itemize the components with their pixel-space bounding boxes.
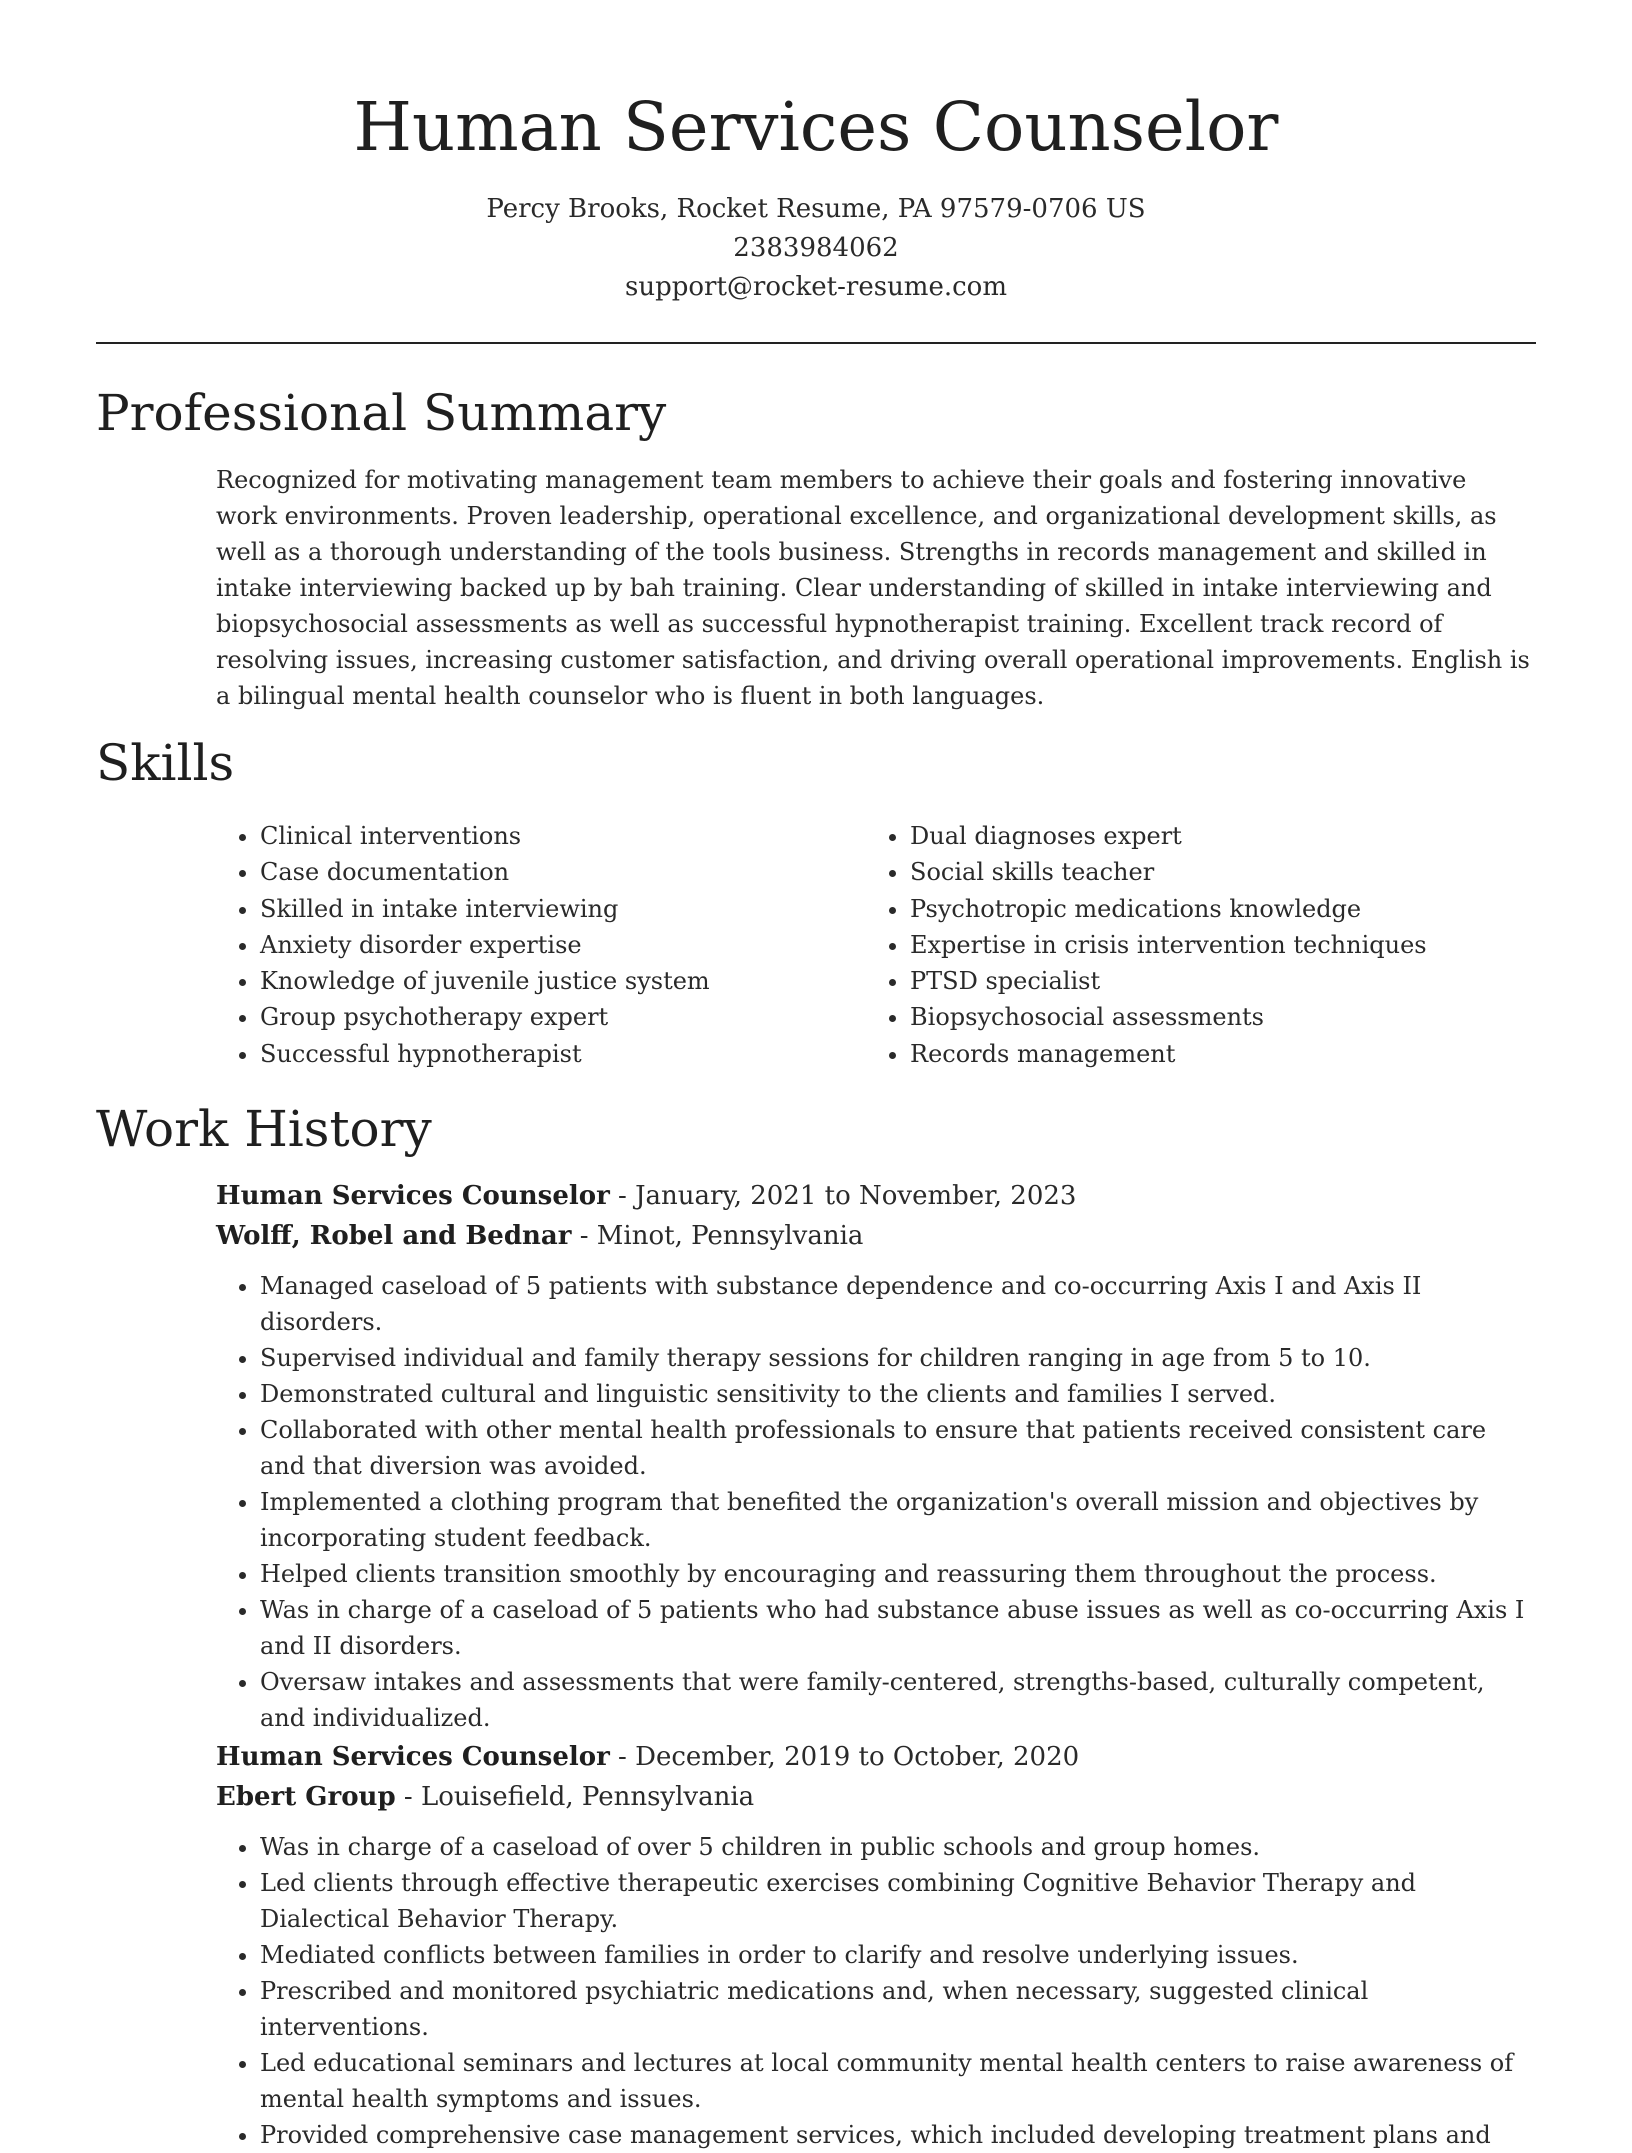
skill-item: • Group psychotherapy expert <box>260 999 866 1035</box>
job-company: Ebert Group <box>216 1782 396 1812</box>
job-bullet: • Was in charge of a caseload of over 5 children in public schools and group homes. <box>260 1829 1536 1865</box>
summary-text: Recognized for motivating management team members to achieve their goals and fostering innovative work environments. Proven leadership, operational excellence, and organizational development skills, as well as a thorough understanding of the tools business. Strengths in records management and skilled in intake interviewing backed up by bah training. Clear understanding of skilled in intake interviewing and biopsychosocial assessments as well as successful hypnotherapist training. Excellent track record of resolving issues, increasing customer satisfaction, and driving overall operational improvements. English is a bilingual mental health counselor who is fluent in both languages. <box>216 466 1530 710</box>
skill-item: • PTSD specialist <box>910 963 1516 999</box>
job-bullet: • Mediated conflicts between families in order to clarify and resolve underlying issues. <box>260 1937 1536 1973</box>
skills-list <box>216 818 1536 1072</box>
job-title-line <box>216 1737 1536 1777</box>
job-title-line <box>216 1176 1536 1216</box>
header-divider <box>96 342 1536 344</box>
skill-item: • Psychotropic medications knowledge <box>910 891 1516 927</box>
job-bullet: • Prescribed and monitored psychiatric medications and, when necessary, suggested clinical interventions. <box>260 1973 1536 2045</box>
job-title: Human Services Counselor <box>216 1181 610 1211</box>
contact-address: Percy Brooks, Rocket Resume, PA 97579-0706 US <box>486 194 1146 224</box>
job-location: - Louisefield, Pennsylvania <box>395 1782 755 1812</box>
contact-phone: 2383984062 <box>733 233 899 263</box>
skill-item: • Expertise in crisis intervention techniques <box>910 927 1516 963</box>
skill-item: • Successful hypnotherapist <box>260 1036 866 1072</box>
contact-info <box>0 190 1632 307</box>
skill-item: • Dual diagnoses expert <box>910 818 1516 854</box>
skill-item: • Biopsychosocial assessments <box>910 999 1516 1035</box>
skill-item: • Anxiety disorder expertise <box>260 927 866 963</box>
job-bullet: • Provided comprehensive case management services, which included developing treatment plans and <box>260 2117 1536 2153</box>
job-bullets <box>216 1829 1536 2153</box>
job-entry <box>216 1737 1536 2153</box>
job-bullet: • Led educational seminars and lectures at local community mental health centers to raise awareness of mental health symptoms and issues. <box>260 2045 1536 2117</box>
job-bullet: • Implemented a clothing program that benefited the organization's overall mission and objectives by incorporating student feedback. <box>260 1484 1536 1556</box>
job-dates: - December, 2019 to October, 2020 <box>609 1742 1080 1772</box>
contact-email: support@rocket-resume.com <box>624 272 1007 302</box>
job-bullet: • Supervised individual and family therapy sessions for children ranging in age from 5 to 10. <box>260 1340 1536 1376</box>
skills-column-left <box>216 818 866 1072</box>
job-bullet: • Oversaw intakes and assessments that were family-centered, strengths-based, culturally competent, and individualized. <box>260 1664 1536 1736</box>
job-title: Human Services Counselor <box>216 1742 610 1772</box>
job-location: - Minot, Pennsylvania <box>571 1221 864 1251</box>
job-entry <box>216 1176 1536 1736</box>
skill-item: • Skilled in intake interviewing <box>260 891 866 927</box>
skill-item: • Records management <box>910 1036 1516 1072</box>
job-dates: - January, 2021 to November, 2023 <box>609 1181 1077 1211</box>
job-bullet: • Helped clients transition smoothly by encouraging and reassuring them throughout the process. <box>260 1556 1536 1592</box>
skill-item: • Case documentation <box>260 854 866 890</box>
job-bullets <box>216 1268 1536 1736</box>
work-history-heading: Work History <box>96 1100 432 1158</box>
skill-item: • Clinical interventions <box>260 818 866 854</box>
job-bullet: • Collaborated with other mental health professionals to ensure that patients received consistent care and that diversion was avoided. <box>260 1412 1536 1484</box>
job-company-line <box>216 1777 1536 1817</box>
job-bullet: • Was in charge of a caseload of 5 patients who had substance abuse issues as well as co-occurring Axis I and II disorders. <box>260 1592 1536 1664</box>
job-bullet: • Led clients through effective therapeutic exercises combining Cognitive Behavior Therapy and Dialectical Behavior Therapy. <box>260 1865 1536 1937</box>
job-company: Wolff, Robel and Bednar <box>216 1221 572 1251</box>
job-company-line <box>216 1216 1536 1256</box>
resume-title: Human Services Counselor <box>353 88 1279 166</box>
skills-column-right <box>866 818 1516 1072</box>
summary-heading: Professional Summary <box>96 384 667 442</box>
job-bullet: • Demonstrated cultural and linguistic sensitivity to the clients and families I served. <box>260 1376 1536 1412</box>
skills-heading: Skills <box>96 734 235 792</box>
job-bullet: • Managed caseload of 5 patients with substance dependence and co-occurring Axis I and Axis II disorders. <box>260 1268 1536 1340</box>
skill-item: • Knowledge of juvenile justice system <box>260 963 866 999</box>
skill-item: • Social skills teacher <box>910 854 1516 890</box>
